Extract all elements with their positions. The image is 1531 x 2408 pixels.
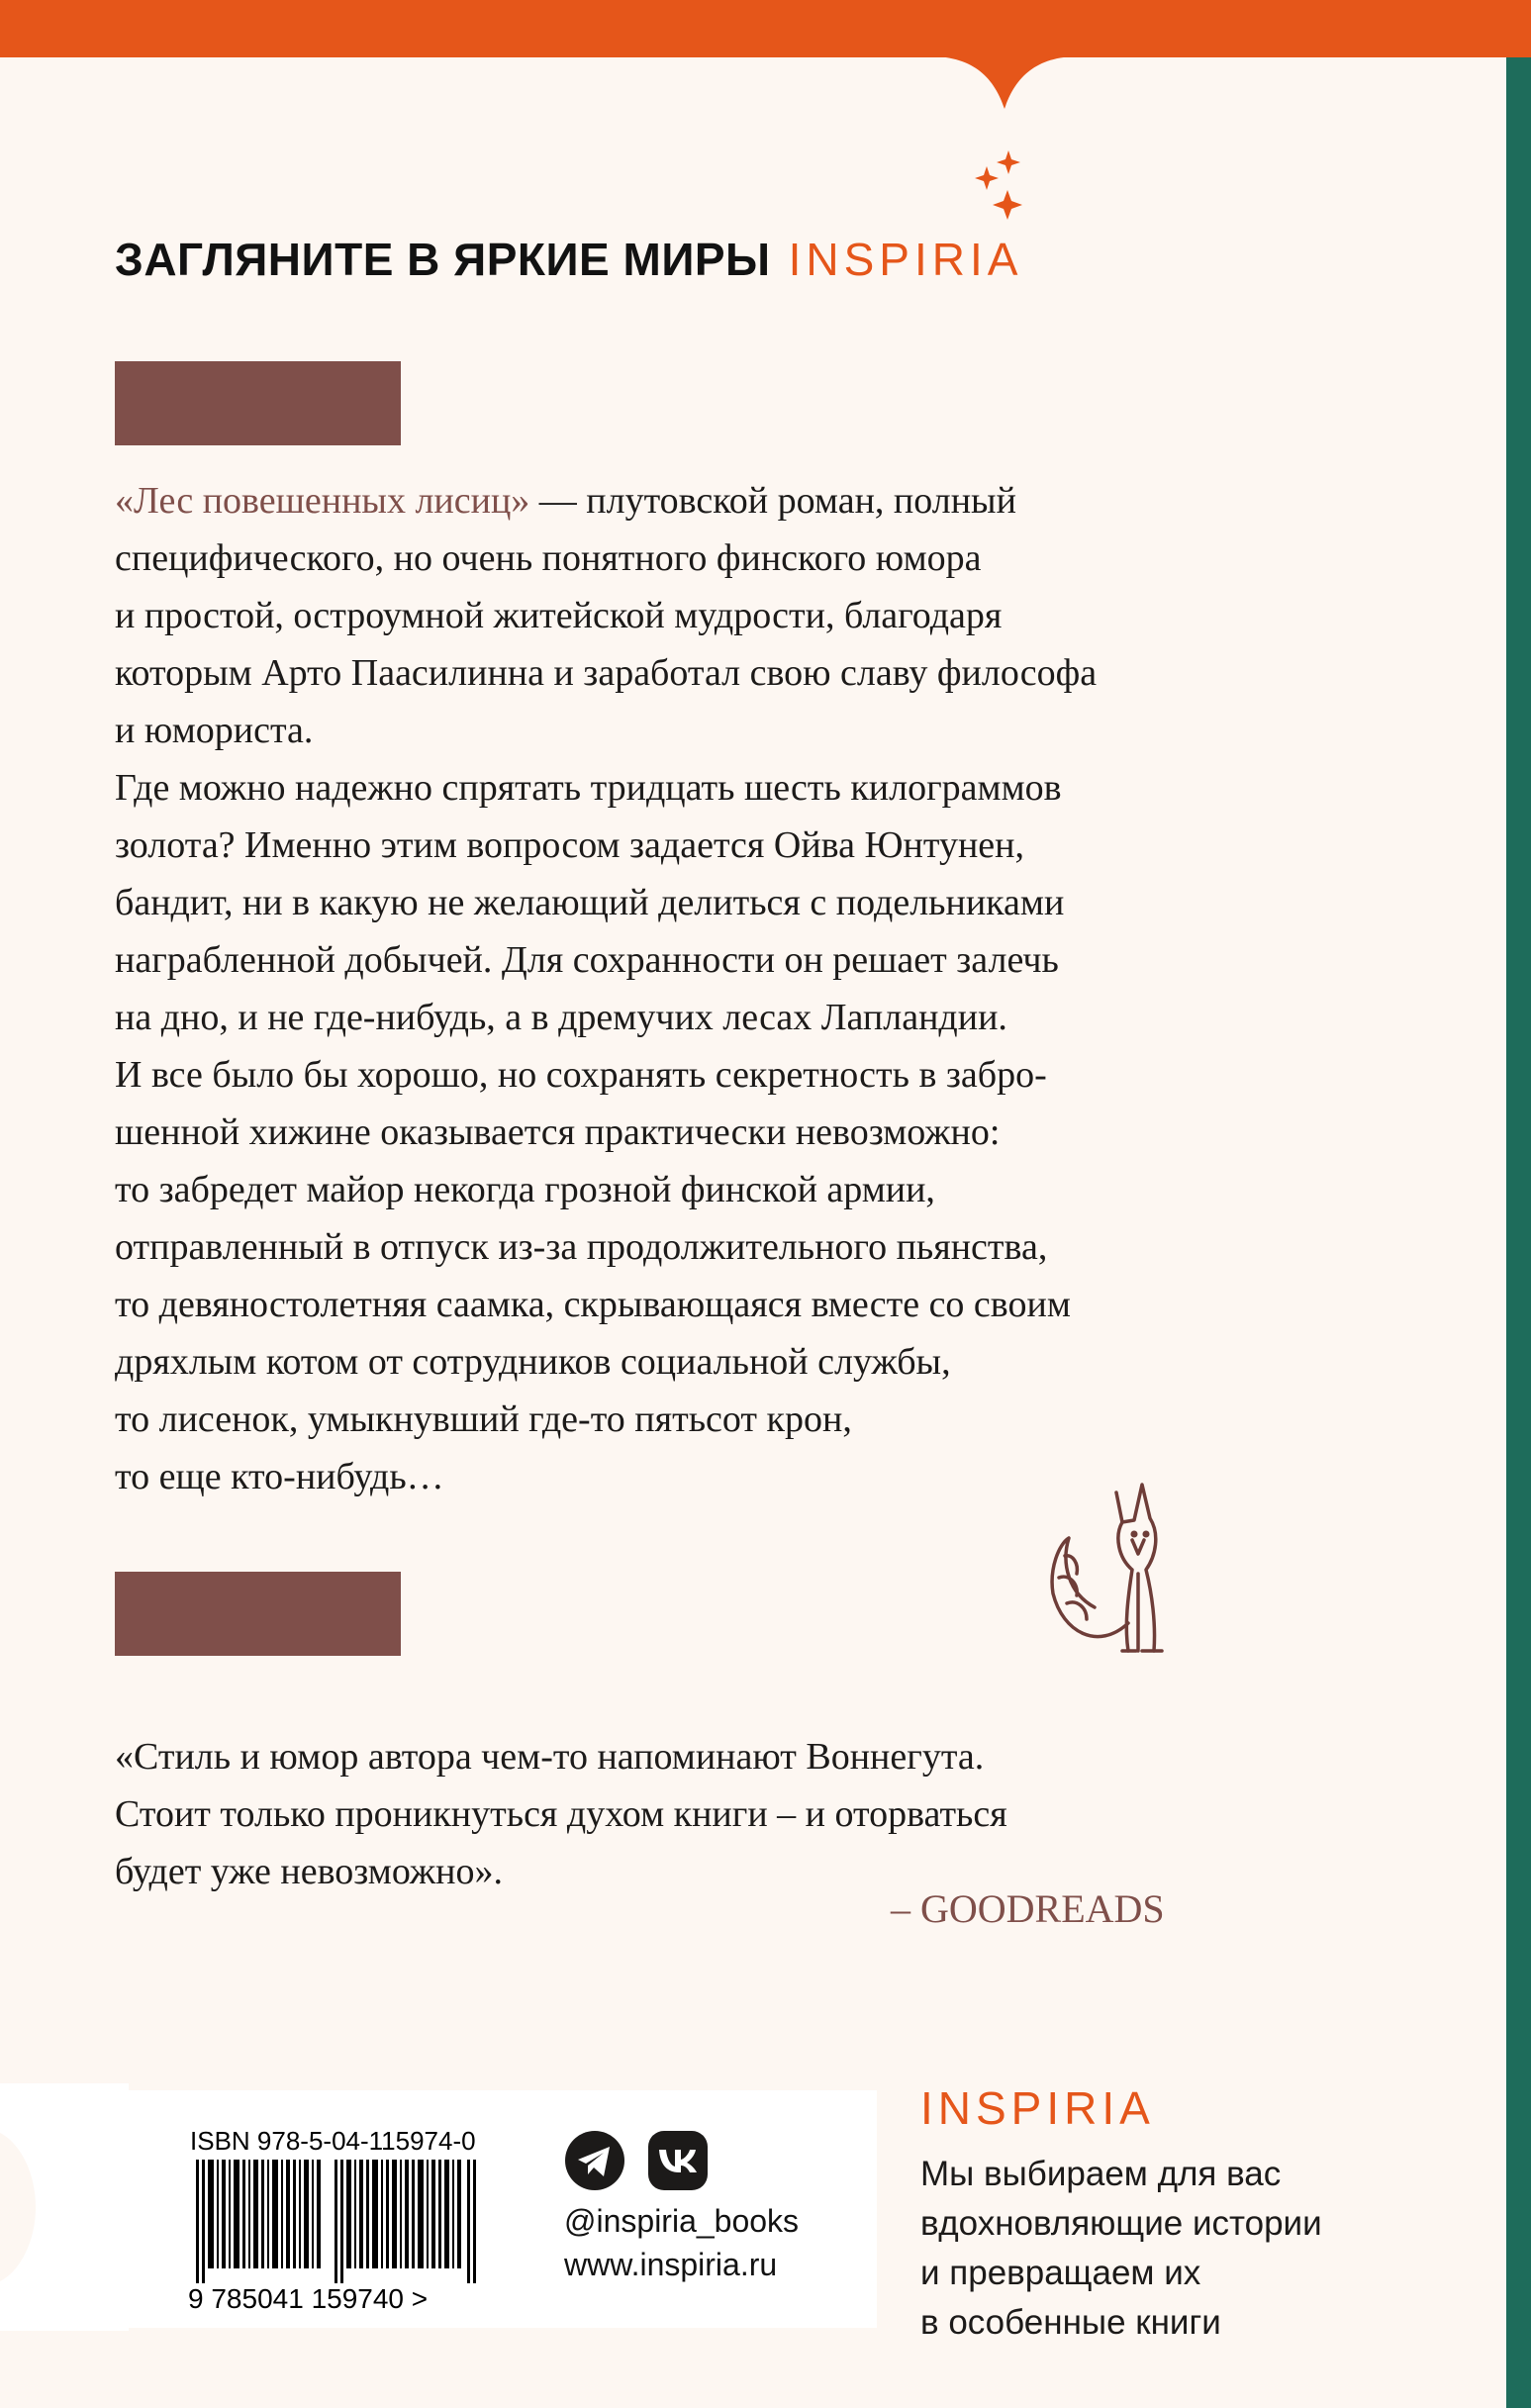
tagline-line: Мы выбираем для вас <box>920 2155 1282 2193</box>
book-title: «Лес повешенных лисиц» <box>115 480 530 522</box>
book-description <box>115 472 1332 1505</box>
left-notch-shape <box>0 2083 129 2331</box>
description-line: бандит, ни в какую не желающий делиться с подельниками <box>115 882 1065 923</box>
description-line: золота? Именно этим вопросом задается Ойва Юнтунен, <box>115 824 1025 866</box>
description-line: Где можно надежно спрятать тридцать шесть килограммов <box>115 767 1062 809</box>
description-line: и юмориста. <box>115 710 314 751</box>
quote-line: Стоит только проникнуться духом книги – и оторваться <box>115 1793 1007 1835</box>
quote-line: будет уже невозможно». <box>115 1851 503 1892</box>
description-line: на дно, и не где-нибудь, а в дремучих лесах Лапландии. <box>115 997 1007 1038</box>
barcode-panel <box>115 2090 877 2328</box>
description-line: «Лес повешенных лисиц» — плутовской роман, полный <box>115 480 1016 522</box>
isbn-number: ISBN 978-5-04-115974-0 <box>190 2126 476 2156</box>
top-notch-shape <box>0 0 1531 119</box>
description-line: и простой, остроумной житейской мудрости, благодаря <box>115 595 1003 636</box>
social-icons <box>564 2130 722 2189</box>
section-label-block <box>115 361 401 445</box>
heading-brand: INSPIRIA <box>788 234 1023 285</box>
description-line: шенной хижине оказывается практически невозможно: <box>115 1111 1001 1153</box>
sparkles-icon <box>975 146 1029 226</box>
fox-illustration-icon <box>1039 1475 1197 1663</box>
review-quote <box>115 1728 1332 1900</box>
publisher-brand: INSPIRIA <box>920 2082 1155 2134</box>
description-line: И все было бы хорошо, но сохранять секретность в забро- <box>115 1054 1047 1096</box>
tagline-line: вдохновляющие истории <box>920 2204 1322 2243</box>
description-line: отправленный в отпуск из-за продолжительного пьянства, <box>115 1226 1048 1268</box>
page-heading <box>115 230 1104 289</box>
tagline-line: в особенные книги <box>920 2303 1221 2342</box>
description-line: награбленной добычей. Для сохранности он решает залечь <box>115 939 1059 981</box>
description-line: которым Арто Паасилинна и заработал свою славу философа <box>115 652 1098 694</box>
website-link[interactable]: www.inspiria.ru <box>564 2247 778 2282</box>
publisher-tagline <box>920 2150 1494 2348</box>
description-line: то еще кто-нибудь… <box>115 1456 444 1497</box>
publisher-block <box>920 2078 1494 2348</box>
quote-line: «Стиль и юмор автора чем-то напоминают Воннегута. <box>115 1736 985 1778</box>
vk-icon[interactable] <box>647 2130 709 2191</box>
quote-source: – GOODREADS <box>891 1886 1165 1931</box>
description-line: дряхлым котом от сотрудников социальной службы, <box>115 1341 951 1383</box>
tagline-line: и превращаем их <box>920 2254 1201 2292</box>
description-line: то забредет майор некогда грозной финской армии, <box>115 1169 935 1210</box>
right-green-band <box>1506 57 1531 2408</box>
description-line: то лисенок, умыкнувший где-то пятьсот крон, <box>115 1398 852 1440</box>
description-line: то девяностолетняя саамка, скрывающаяся вместе со своим <box>115 1284 1071 1325</box>
barcode <box>188 2160 495 2318</box>
barcode-digits: 9 785041 159740 > <box>188 2283 429 2314</box>
telegram-icon[interactable] <box>564 2130 625 2191</box>
section-label-block <box>115 1572 401 1656</box>
description-line: специфического, но очень понятного финского юмора <box>115 537 982 579</box>
social-handle-link[interactable]: @inspiria_books <box>564 2203 800 2239</box>
heading-title: ЗАГЛЯНИТЕ В ЯРКИЕ МИРЫ <box>115 234 771 285</box>
